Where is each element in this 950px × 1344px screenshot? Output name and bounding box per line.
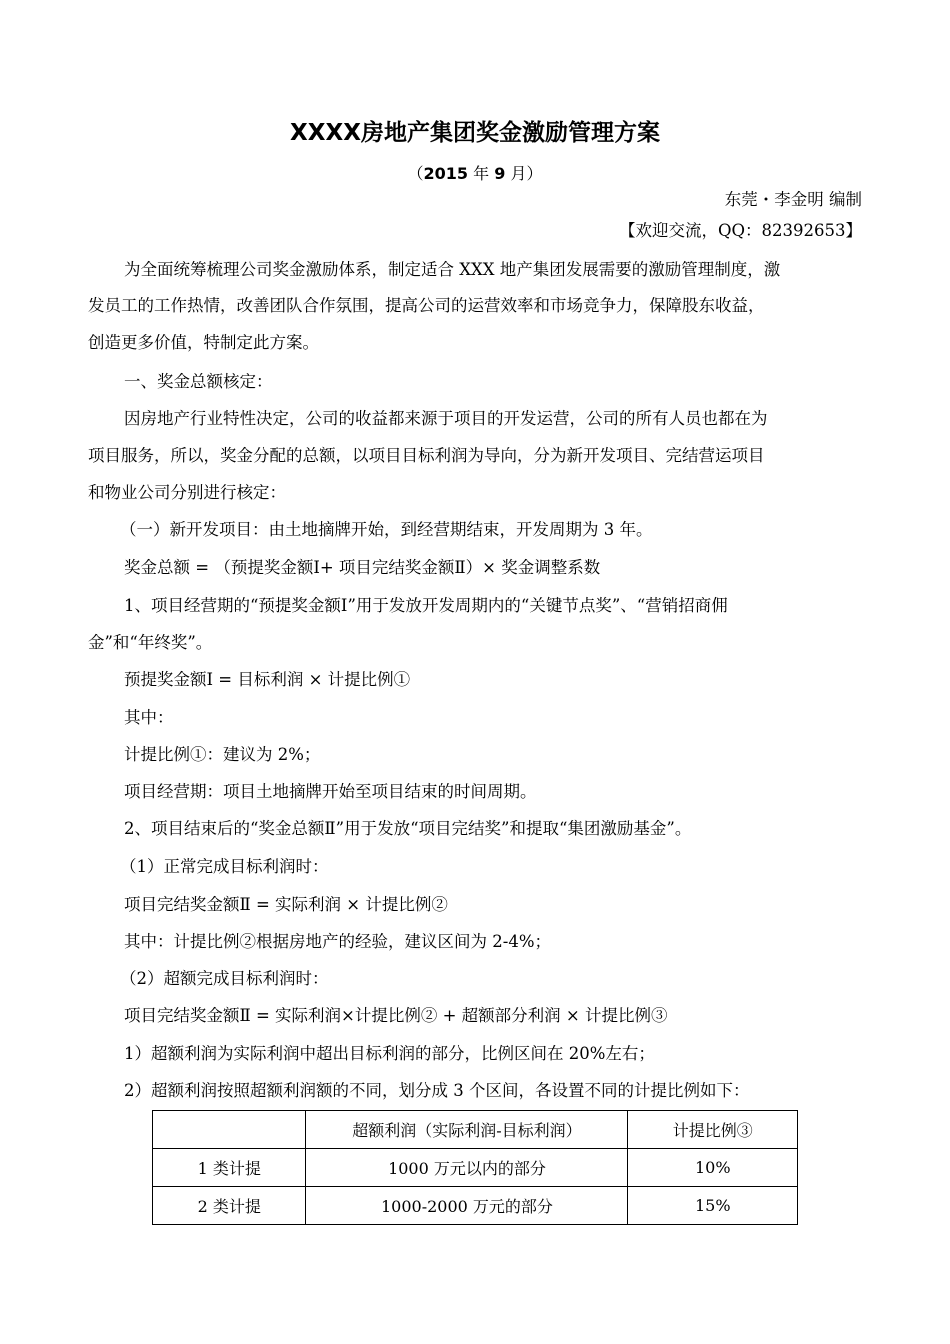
note-1: 1）超额利润为实际利润中超出目标利润的部分，比例区间在 20%左右；	[124, 1044, 655, 1063]
case2-heading: （2）超额完成目标利润时：	[120, 969, 329, 988]
item2-line: 2、项目结束后的“奖金总额Ⅱ”用于发放“项目完结奖”和提取“集团激励基金”。	[124, 819, 692, 838]
formula-pre: 预提奖金额Ⅰ = 目标利润 × 计提比例①	[124, 670, 411, 689]
table-cell: 1000-2000 万元的部分	[306, 1187, 628, 1225]
section1-heading: 一、奖金总额核定：	[124, 372, 273, 391]
where-label: 其中：	[124, 708, 174, 727]
table-cell: 2 类计提	[153, 1187, 306, 1225]
section1-line-2: 项目服务，所以，奖金分配的总额，以项目目标利润为导向，分为新开发项目、完结营运项目	[88, 446, 765, 465]
table-header-cell: 计提比例③	[628, 1111, 798, 1149]
sub1-heading: （一）新开发项目：由土地摘牌开始，到经营期结束，开发周期为 3 年。	[120, 520, 653, 539]
date-month: 9	[494, 164, 506, 183]
contact-info: 【欢迎交流，QQ：82392653】	[618, 221, 862, 240]
date-open: （	[407, 164, 424, 183]
case1-heading: （1）正常完成目标利润时：	[120, 857, 329, 876]
table-cell: 10%	[628, 1149, 798, 1187]
intro-line-2: 发员工的工作热情，改善团队合作氛围，提高公司的运营效率和市场竞争力，保障股东收益，	[88, 296, 765, 315]
document-author: 东莞・李金明 编制	[724, 190, 862, 209]
table-cell: 1000 万元以内的部分	[306, 1149, 628, 1187]
ratio1-note: 计提比例①：建议为 2%；	[124, 745, 321, 764]
intro-line-3: 创造更多价值，特制定此方案。	[88, 333, 319, 352]
period-note: 项目经营期：项目土地摘牌开始至项目结束的时间周期。	[124, 782, 537, 801]
table-cell: 15%	[628, 1187, 798, 1225]
case1-note: 其中：计提比例②根据房地产的经验，建议区间为 2-4%；	[124, 932, 551, 951]
note-2: 2）超额利润按照超额利润额的不同，划分成 3 个区间，各设置不同的计提比例如下：	[124, 1081, 750, 1100]
date-month-unit: 月）	[510, 164, 543, 183]
document-title: XXXX房地产集团奖金激励管理方案	[290, 120, 660, 146]
date-year: 2015	[423, 164, 469, 183]
table-header-cell	[153, 1111, 306, 1149]
section1-line-1: 因房地产行业特性决定，公司的收益都来源于项目的开发运营，公司的所有人员也都在为	[124, 409, 768, 428]
item1-line-1: 1、项目经营期的“预提奖金额Ⅰ”用于发放开发周期内的“关键节点奖”、“营销招商佣	[124, 596, 728, 615]
item1-line-2: 金”和“年终奖”。	[88, 633, 213, 652]
table-row	[153, 1187, 798, 1225]
table-header-cell: 超额利润（实际利润-目标利润）	[306, 1111, 628, 1149]
date-year-unit: 年	[473, 164, 490, 183]
table-row	[153, 1149, 798, 1187]
formula-case1: 项目完结奖金额Ⅱ = 实际利润 × 计提比例②	[124, 895, 448, 914]
formula-case2: 项目完结奖金额Ⅱ = 实际利润×计提比例② + 超额部分利润 × 计提比例③	[124, 1006, 668, 1025]
ratio-table	[152, 1110, 798, 1225]
section1-line-3: 和物业公司分别进行核定：	[88, 483, 286, 502]
intro-line-1: 为全面统筹梳理公司奖金激励体系，制定适合 XXX 地产集团发展需要的激励管理制度，激	[124, 260, 781, 279]
formula-total: 奖金总额 = （预提奖金额Ⅰ+ 项目完结奖金额Ⅱ）× 奖金调整系数	[124, 558, 601, 577]
table-header-row	[153, 1111, 798, 1149]
table-cell: 1 类计提	[153, 1149, 306, 1187]
document-date	[0, 161, 950, 187]
